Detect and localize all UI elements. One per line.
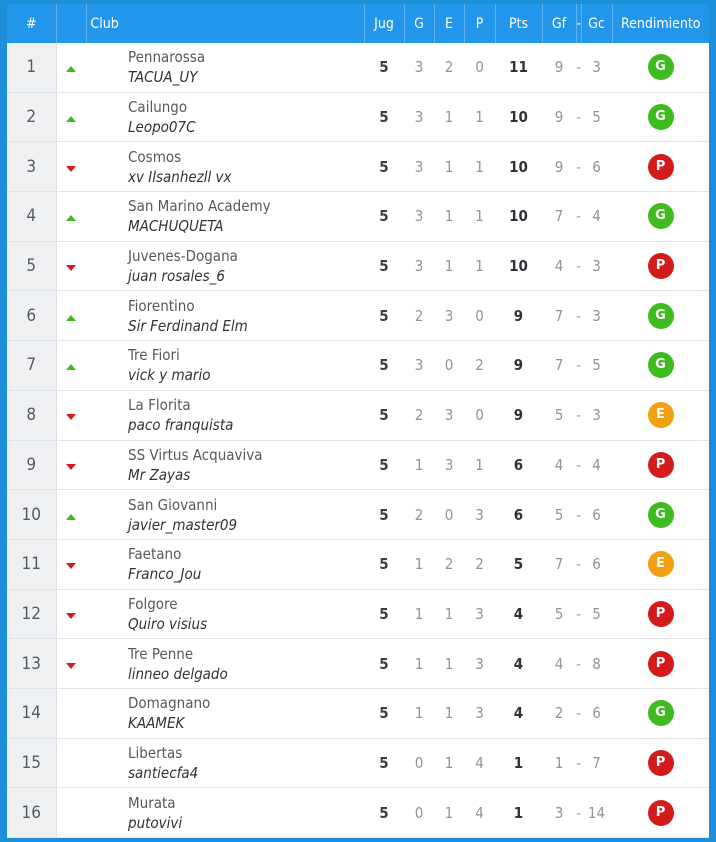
club-name[interactable]: Domagnano (128, 694, 211, 713)
won-cell: 1 (404, 688, 434, 738)
played-cell: 5 (364, 490, 404, 540)
header-g[interactable]: G (404, 4, 434, 43)
position-cell: 13 (7, 639, 56, 689)
club-user[interactable]: TACUA_UY (128, 68, 198, 87)
goals-separator: - (576, 92, 581, 142)
goals-separator: - (576, 291, 581, 341)
table-row[interactable] (7, 490, 709, 540)
club-user[interactable]: vick y mario (128, 366, 211, 385)
points-cell: 1 (495, 738, 542, 788)
drawn-cell: 0 (434, 341, 464, 391)
rendimiento-badge: G (648, 700, 674, 726)
won-cell: 3 (404, 241, 434, 291)
goals-against-cell: 3 (581, 241, 612, 291)
goals-against-cell: 7 (581, 738, 612, 788)
trend-cell (56, 639, 86, 689)
points-cell: 11 (495, 43, 542, 92)
club-name[interactable]: Cailungo (128, 98, 188, 117)
points-cell: 1 (495, 788, 542, 838)
table-row[interactable] (7, 341, 709, 391)
club-cell[interactable] (86, 788, 364, 838)
table-row[interactable] (7, 390, 709, 440)
trend-down-icon (66, 613, 76, 619)
goals-for-cell: 9 (542, 142, 576, 192)
goals-separator: - (576, 43, 581, 92)
goals-separator: - (576, 589, 581, 639)
points-cell: 9 (495, 341, 542, 391)
drawn-cell: 1 (434, 589, 464, 639)
won-cell: 3 (404, 142, 434, 192)
rendimiento-cell (612, 440, 709, 490)
played-cell: 5 (364, 788, 404, 838)
played-cell: 5 (364, 192, 404, 242)
lost-cell: 3 (464, 490, 495, 540)
position-cell: 15 (7, 738, 56, 788)
header-row (7, 4, 709, 43)
trend-up-icon (66, 315, 76, 321)
goals-against-cell: 5 (581, 341, 612, 391)
goals-against-cell: 4 (581, 440, 612, 490)
trend-cell (56, 589, 86, 639)
won-cell: 2 (404, 390, 434, 440)
trend-down-icon (66, 414, 76, 420)
club-user[interactable]: KAAMEK (128, 714, 185, 733)
rendimiento-cell (612, 788, 709, 838)
lost-cell: 4 (464, 788, 495, 838)
goals-against-cell: 6 (581, 142, 612, 192)
club-cell[interactable] (86, 241, 364, 291)
goals-separator: - (576, 490, 581, 540)
table-row[interactable] (7, 738, 709, 788)
won-cell: 3 (404, 341, 434, 391)
header-trend (56, 4, 86, 43)
won-cell: 3 (404, 192, 434, 242)
lost-cell: 1 (464, 192, 495, 242)
club-cell[interactable] (86, 341, 364, 391)
table-row[interactable] (7, 788, 709, 838)
points-cell: 4 (495, 639, 542, 689)
drawn-cell: 3 (434, 291, 464, 341)
table-row[interactable] (7, 291, 709, 341)
table-row[interactable] (7, 639, 709, 689)
club-name[interactable]: Tre Penne (128, 644, 194, 663)
trend-up-icon (66, 514, 76, 520)
won-cell: 0 (404, 738, 434, 788)
rendimiento-cell (612, 341, 709, 391)
trend-cell (56, 390, 86, 440)
points-cell: 10 (495, 192, 542, 242)
trend-up-icon (66, 215, 76, 221)
played-cell: 5 (364, 341, 404, 391)
position-cell: 6 (7, 291, 56, 341)
played-cell: 5 (364, 688, 404, 738)
goals-separator: - (576, 192, 581, 242)
rendimiento-badge: E (648, 551, 674, 577)
lost-cell: 4 (464, 738, 495, 788)
goals-for-cell: 9 (542, 92, 576, 142)
lost-cell: 3 (464, 639, 495, 689)
rendimiento-cell (612, 738, 709, 788)
won-cell: 1 (404, 539, 434, 589)
trend-cell (56, 490, 86, 540)
played-cell: 5 (364, 440, 404, 490)
club-user[interactable]: paco franquista (128, 416, 234, 435)
lost-cell: 1 (464, 440, 495, 490)
rendimiento-badge: P (648, 800, 674, 826)
goals-against-cell: 3 (581, 291, 612, 341)
goals-for-cell: 7 (542, 539, 576, 589)
drawn-cell: 1 (434, 639, 464, 689)
club-user[interactable]: Mr Zayas (128, 465, 191, 484)
trend-cell (56, 43, 86, 92)
played-cell: 5 (364, 589, 404, 639)
played-cell: 5 (364, 738, 404, 788)
lost-cell: 1 (464, 142, 495, 192)
won-cell: 1 (404, 440, 434, 490)
rendimiento-cell (612, 92, 709, 142)
played-cell: 5 (364, 539, 404, 589)
lost-cell: 0 (464, 291, 495, 341)
rendimiento-cell (612, 241, 709, 291)
trend-cell (56, 291, 86, 341)
club-cell[interactable] (86, 639, 364, 689)
drawn-cell: 1 (434, 688, 464, 738)
club-name[interactable]: Faetano (128, 545, 182, 564)
club-name[interactable]: Pennarossa (128, 48, 206, 67)
header-gc[interactable]: Gc (581, 4, 612, 43)
rendimiento-cell (612, 142, 709, 192)
trend-up-icon (66, 66, 76, 72)
rendimiento-badge: P (648, 154, 674, 180)
points-cell: 6 (495, 440, 542, 490)
club-user[interactable]: Leopo07C (128, 118, 196, 137)
goals-against-cell: 6 (581, 539, 612, 589)
drawn-cell: 1 (434, 192, 464, 242)
header-pos[interactable]: # (7, 4, 56, 43)
club-user[interactable]: Franco_Jou (128, 565, 202, 584)
goals-separator: - (576, 738, 581, 788)
lost-cell: 3 (464, 688, 495, 738)
header-sep: - (576, 4, 581, 43)
trend-cell (56, 142, 86, 192)
goals-for-cell: 7 (542, 192, 576, 242)
table-row[interactable] (7, 241, 709, 291)
position-cell: 9 (7, 440, 56, 490)
club-name[interactable]: San Marino Academy (128, 197, 271, 216)
goals-separator: - (576, 241, 581, 291)
club-name[interactable]: Cosmos (128, 147, 182, 166)
goals-against-cell: 3 (581, 390, 612, 440)
goals-for-cell: 4 (542, 440, 576, 490)
won-cell: 0 (404, 788, 434, 838)
rendimiento-cell (612, 390, 709, 440)
goals-for-cell: 5 (542, 490, 576, 540)
club-user[interactable]: xv Ilsanhezll vx (128, 167, 232, 186)
club-cell[interactable] (86, 589, 364, 639)
header-gf[interactable]: Gf (542, 4, 576, 43)
table-row[interactable] (7, 192, 709, 242)
rendimiento-cell (612, 192, 709, 242)
rendimiento-badge: P (648, 651, 674, 677)
points-cell: 4 (495, 688, 542, 738)
won-cell: 2 (404, 291, 434, 341)
position-cell: 1 (7, 43, 56, 92)
position-cell: 2 (7, 92, 56, 142)
club-cell[interactable] (86, 539, 364, 589)
rendimiento-cell (612, 490, 709, 540)
position-cell: 16 (7, 788, 56, 838)
goals-for-cell: 9 (542, 43, 576, 92)
club-name[interactable]: Juvenes-Dogana (128, 247, 238, 266)
goals-separator: - (576, 539, 581, 589)
trend-down-icon (66, 563, 76, 569)
club-name[interactable]: Murata (128, 793, 176, 812)
position-cell: 3 (7, 142, 56, 192)
goals-for-cell: 1 (542, 738, 576, 788)
club-cell[interactable] (86, 688, 364, 738)
points-cell: 10 (495, 142, 542, 192)
table-row[interactable] (7, 539, 709, 589)
won-cell: 2 (404, 490, 434, 540)
won-cell: 3 (404, 43, 434, 92)
club-cell[interactable] (86, 192, 364, 242)
goals-separator: - (576, 390, 581, 440)
position-cell: 4 (7, 192, 56, 242)
rendimiento-cell (612, 43, 709, 92)
goals-separator: - (576, 688, 581, 738)
points-cell: 5 (495, 539, 542, 589)
club-name[interactable]: San Giovanni (128, 495, 218, 514)
goals-against-cell: 6 (581, 490, 612, 540)
rendimiento-badge: G (648, 352, 674, 378)
goals-for-cell: 7 (542, 291, 576, 341)
trend-cell (56, 341, 86, 391)
goals-for-cell: 7 (542, 341, 576, 391)
played-cell: 5 (364, 92, 404, 142)
lost-cell: 2 (464, 539, 495, 589)
won-cell: 3 (404, 92, 434, 142)
points-cell: 4 (495, 589, 542, 639)
rendimiento-badge: E (648, 402, 674, 428)
position-cell: 5 (7, 241, 56, 291)
club-user[interactable]: linneo delgado (128, 664, 228, 683)
points-cell: 6 (495, 490, 542, 540)
points-cell: 10 (495, 241, 542, 291)
club-name[interactable]: Folgore (128, 594, 178, 613)
trend-cell (56, 738, 86, 788)
rendimiento-cell (612, 639, 709, 689)
points-cell: 9 (495, 291, 542, 341)
played-cell: 5 (364, 142, 404, 192)
drawn-cell: 1 (434, 92, 464, 142)
goals-separator: - (576, 142, 581, 192)
lost-cell: 2 (464, 341, 495, 391)
club-name[interactable]: Tre Fiori (128, 346, 180, 365)
rendimiento-cell (612, 589, 709, 639)
rendimiento-badge: P (648, 750, 674, 776)
goals-separator: - (576, 440, 581, 490)
lost-cell: 0 (464, 43, 495, 92)
club-name[interactable]: Libertas (128, 743, 183, 762)
drawn-cell: 1 (434, 142, 464, 192)
trend-cell (56, 440, 86, 490)
rendimiento-badge: G (648, 104, 674, 130)
rendimiento-badge: G (648, 203, 674, 229)
goals-for-cell: 5 (542, 390, 576, 440)
table-row[interactable] (7, 142, 709, 192)
played-cell: 5 (364, 390, 404, 440)
rendimiento-badge: G (648, 54, 674, 80)
goals-against-cell: 3 (581, 43, 612, 92)
rendimiento-cell (612, 291, 709, 341)
club-name[interactable]: SS Virtus Acquaviva (128, 445, 263, 464)
drawn-cell: 1 (434, 738, 464, 788)
rendimiento-badge: P (648, 601, 674, 627)
club-user[interactable]: juan rosales_6 (128, 267, 225, 286)
club-cell[interactable] (86, 142, 364, 192)
goals-against-cell: 5 (581, 92, 612, 142)
trend-cell (56, 192, 86, 242)
position-cell: 14 (7, 688, 56, 738)
rendimiento-badge: G (648, 303, 674, 329)
rendimiento-cell (612, 539, 709, 589)
position-cell: 11 (7, 539, 56, 589)
goals-for-cell: 3 (542, 788, 576, 838)
trend-down-icon (66, 464, 76, 470)
drawn-cell: 1 (434, 241, 464, 291)
goals-against-cell: 4 (581, 192, 612, 242)
played-cell: 5 (364, 291, 404, 341)
rendimiento-badge: P (648, 253, 674, 279)
club-user[interactable]: javier_master09 (128, 515, 238, 534)
header-jug[interactable]: Jug (364, 4, 404, 43)
lost-cell: 1 (464, 92, 495, 142)
won-cell: 1 (404, 589, 434, 639)
header-e[interactable]: E (434, 4, 464, 43)
header-club[interactable]: Club (86, 4, 364, 43)
goals-against-cell: 5 (581, 589, 612, 639)
rendimiento-badge: P (648, 452, 674, 478)
trend-cell (56, 688, 86, 738)
club-name[interactable]: La Florita (128, 396, 191, 415)
points-cell: 9 (495, 390, 542, 440)
table-row[interactable] (7, 440, 709, 490)
played-cell: 5 (364, 639, 404, 689)
position-cell: 7 (7, 341, 56, 391)
position-cell: 8 (7, 390, 56, 440)
trend-cell (56, 539, 86, 589)
trend-up-icon (66, 116, 76, 122)
drawn-cell: 0 (434, 490, 464, 540)
goals-for-cell: 4 (542, 241, 576, 291)
goals-separator: - (576, 788, 581, 838)
club-cell[interactable] (86, 490, 364, 540)
trend-up-icon (66, 364, 76, 370)
points-cell: 10 (495, 92, 542, 142)
header-pts[interactable]: Pts (495, 4, 542, 43)
trend-down-icon (66, 663, 76, 669)
header-rendimiento[interactable]: Rendimiento (612, 4, 709, 43)
played-cell: 5 (364, 241, 404, 291)
club-cell[interactable] (86, 738, 364, 788)
club-user[interactable]: putovivi (128, 813, 183, 832)
position-cell: 10 (7, 490, 56, 540)
standings-body (7, 43, 709, 838)
goals-for-cell: 2 (542, 688, 576, 738)
trend-down-icon (66, 166, 76, 172)
trend-cell (56, 788, 86, 838)
drawn-cell: 3 (434, 390, 464, 440)
goals-separator: - (576, 341, 581, 391)
rendimiento-badge: G (648, 502, 674, 528)
club-cell[interactable] (86, 43, 364, 92)
table-row[interactable] (7, 43, 709, 92)
club-user[interactable]: Sir Ferdinand Elm (128, 316, 248, 335)
goals-for-cell: 5 (542, 589, 576, 639)
drawn-cell: 2 (434, 43, 464, 92)
club-cell[interactable] (86, 440, 364, 490)
table-row[interactable] (7, 688, 709, 738)
played-cell: 5 (364, 43, 404, 92)
goals-against-cell: 8 (581, 639, 612, 689)
drawn-cell: 2 (434, 539, 464, 589)
table-row[interactable] (7, 92, 709, 142)
club-cell[interactable] (86, 291, 364, 341)
trend-cell (56, 92, 86, 142)
goals-for-cell: 4 (542, 639, 576, 689)
standings-table (7, 4, 709, 838)
goals-against-cell: 14 (581, 788, 612, 838)
club-cell[interactable] (86, 390, 364, 440)
club-cell[interactable] (86, 92, 364, 142)
table-row[interactable] (7, 589, 709, 639)
goals-against-cell: 6 (581, 688, 612, 738)
trend-down-icon (66, 265, 76, 271)
position-cell: 12 (7, 589, 56, 639)
club-user[interactable]: santiecfa4 (128, 763, 199, 782)
club-name[interactable]: Fiorentino (128, 296, 195, 315)
club-user[interactable]: Quiro visius (128, 614, 208, 633)
drawn-cell: 3 (434, 440, 464, 490)
header-p[interactable]: P (464, 4, 495, 43)
rendimiento-cell (612, 688, 709, 738)
drawn-cell: 1 (434, 788, 464, 838)
lost-cell: 1 (464, 241, 495, 291)
won-cell: 1 (404, 639, 434, 689)
club-user[interactable]: MACHUQUETA (128, 217, 224, 236)
goals-separator: - (576, 639, 581, 689)
lost-cell: 3 (464, 589, 495, 639)
trend-cell (56, 241, 86, 291)
lost-cell: 0 (464, 390, 495, 440)
